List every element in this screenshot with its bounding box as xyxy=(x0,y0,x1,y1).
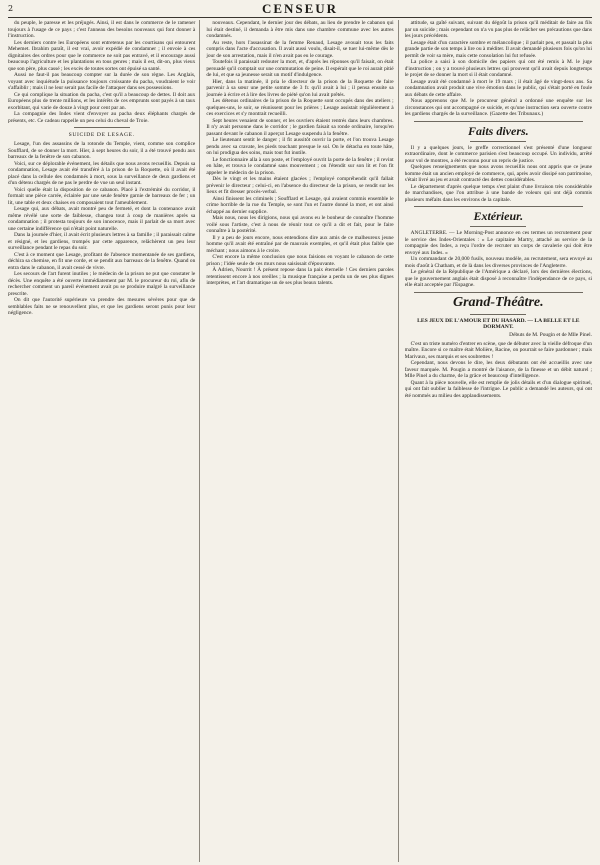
paragraph: Ainsi finissent les criminels ; Soufflard et Lesage, qui avaient commis ensemble le crime horrible de la rue du Temple, se sont l'un et l'autre donné la mort, et ont ainsi échappé au dernier supplice. xyxy=(206,195,394,215)
paragraph: Un commandant de 20,000 fusils, nouveau modèle, au recrutement, sera envoyé au mois d'août à Chatham, et de là dans les diverses provinces de l'Angleterre. xyxy=(404,256,592,269)
masthead xyxy=(8,3,592,18)
paragraph: Les détenus ordinaires de la prison de la Roquette sont occupés dans des ateliers ; quelques-uns, le soir, se réunissent pour les prières ; Lesage assistait régulièrement à ces exercices et s'y montrait recueilli. xyxy=(206,98,394,117)
paragraph: Lesage, l'un des assassins de la rotonde du Temple, vient, comme son complice Soufflard, de se donner la mort. Hier, à sept heures du soir, il a été trouvé pendu aux barreaux de la fenêtre de son cabanon. xyxy=(8,141,196,160)
paragraph: Lesage était d'un caractère sombre et mélancolique ; il parlait peu, et passait la plus grande partie de son temps à lire ou à méditer. Il avait demandé plusieurs fois qu'on lui permît de voir sa mère, mais cette consolation lui fut refusée. xyxy=(404,39,592,59)
paragraph: Il y a quelques jours, le greffe correctionnel s'est présenté d'une longueur extraordinaire, dont le commerce parisien s'est beaucoup occupé. Un individu, arrêté pour vol de montres, a été reconnu pour un repris de justice. xyxy=(404,144,592,164)
paragraph: Voici, sur ce déplorable événement, les détails que nous avons recueillis. Depuis sa condamnation, Lesage avait été transféré à la prison de la Roquette, où il avait été placé dans la cellule des condamnés à mort, sous la surveillance de deux gardiens et d'un détenu chargés de ne pas le perdre de vue un seul instant. xyxy=(8,160,196,186)
paragraph: Le département d'après quelque temps s'est plaint d'une livraison très considérable de marchandises, que l'on attribue à une bande de voleurs qui ont déjà commis plusieurs méfaits dans les environs de la capitale. xyxy=(404,183,592,203)
paragraph: Toutefois il paraissait redouter la mort, et, d'après les réponses qu'il faisait, on était persuadé qu'il comptait sur une commutation de peine. Il espérait que le roi aurait pitié de lui, et que sa jeunesse serait un motif d'indulgence. xyxy=(206,59,394,78)
paragraph: nouveaux. Cependant, le dernier jour des débats, au lieu de prendre le cabanon qui lui était destiné, il demanda à être mis dans une chambre commune avec les autres condamnés. xyxy=(206,20,394,39)
column-3 xyxy=(405,20,592,862)
paragraph: Mais nous, nous les dirigions, nous qui avons eu le bonheur de connaître l'homme voilé sous l'artiste, c'est à nous de réunir tout ce qu'il a dit et fait, pour le faire connaître à la postérité. xyxy=(206,215,394,234)
paragraph: À Adrien, Nourrit ! À présent repose dans la paix éternelle ! Ces derniers paroles retentissent encore à nos oreilles ; la musique française a perdu un de ses plus dignes interprètes, et l'art dramatique un de ses plus beaux talents. xyxy=(206,267,394,286)
paragraph: Le fonctionnaire alla à son poste, et l'employé ouvrit la porte de la fenêtre ; il revint en hâte, et trouva le condamné sans mouvement ; on l'étendit sur son lit et l'on fit appeler le médecin de la prison. xyxy=(206,156,394,176)
paragraph: Ce qui complique la situation du pacha, c'est qu'il a beaucoup de dettes. Il doit aux Européens plus de trente millions, et les intérêts de ces emprunts sont payés à un taux exorbitant, qui varie de douze à vingt pour cent par an. xyxy=(8,91,196,111)
debut-note: Débuts de M. Pougin et de Mlle Pinel. xyxy=(509,331,592,338)
play-titles: LES JEUX DE L'AMOUR ET DU HASARD. — LA BELLE ET LE DORMANT. xyxy=(417,317,580,330)
paragraph: C'est encore la même conclusion que nous faisions en voyant le cabanon de cette prison ; l'idée seule de ces murs nous saisissait d'épouvante. xyxy=(206,254,394,267)
paragraph: Au reste, hors l'assassinat de la femme Renaud, Lesage avouait tous les faits compris dans l'acte d'accusation. Il avait aussi voulu, disait-il, se tuer lui-même dès le jour de son arrestation, mais il n'en avait pas eu le courage. xyxy=(206,39,394,59)
paragraph: La compagnie des Indes vient d'envoyer au pacha deux éléphants chargés de présents, etc. Ce cadeau rappelle un peu celui du cheval de Troie. xyxy=(8,111,196,124)
paragraph: Quant à la pièce nouvelle, elle est remplie de jolis détails et d'un dialogue spirituel, qui ont fait oublier la faiblesse de l'intrigue. Le public a demandé les auteurs, qui ont été nommés au milieu des applaudissements. xyxy=(404,379,592,399)
journal-title: CENSEUR xyxy=(261,1,339,16)
page-number: 2 xyxy=(8,4,14,13)
divider xyxy=(74,127,130,128)
paragraph: du peuple, le paresse et les préjugés. Ainsi, il est dans le commerce de le ramener toujours à l'usage de ce pays ; c'est l'anneau des besoins nouveaux qui font donner à l'instruction. xyxy=(8,20,196,39)
column-1 xyxy=(8,20,200,862)
paragraph: Lesage qui, aux débats, avait montré peu de fermeté, et dont la contenance avait même révélé une sorte de faiblesse, changea tout à coup de manières après sa condamnation ; il protesta toujours de son innocence, mais il parlait de sa mort avec une certaine indifférence qui n'était point naturelle. xyxy=(8,206,196,232)
divider xyxy=(470,226,526,227)
paragraph: Dans la journée d'hier, il avait écrit plusieurs lettres à sa famille ; il paraissait calme et résigné, et les gardiens, trompés par cette apparence, relâchèrent un peu leur surveillance pendant le repas du soir. xyxy=(8,232,196,251)
divider xyxy=(414,292,583,293)
paragraph: Les secours de l'art furent inutiles ; le médecin de la prison ne put que constater le décès. Une enquête a été ouverte immédiatement par M. le procureur du roi, afin de rechercher comment un pareil événement avait pu se produire malgré la surveillance prescrite. xyxy=(8,271,196,297)
article-heading: SUICIDE DE LESAGE. xyxy=(68,132,135,138)
columns xyxy=(8,20,592,862)
section-title-grand-theatre: Grand-Théâtre. xyxy=(453,294,544,310)
section-title-faits-divers: Faits divers. xyxy=(467,123,529,138)
paragraph: Aussi ne faut-il pas beaucoup compter sur la durée de son règne. Les Anglais, voyant avec inquiétude la puissance toujours croissante du pacha, voudraient le voir s'affaiblir ; mais il ne leur serait pas facile de l'attaquer dans ses possessions. xyxy=(8,72,196,91)
paragraph: Dès le vingt et les mains étaient glacées ; l'employé compréhendit qu'il fallait prévenir le directeur ; celui-ci, en l'absence du directeur de la prison, se rendit sur les lieux et fit dresser procès-verbal. xyxy=(206,176,394,195)
paragraph: Nous apprenons que M. le procureur général a ordonné une enquête sur les circonstances qui ont accompagné ce suicide, et qu'une instruction sera ouverte contre les gardiens chargés de la surveillance. (Gazette des Tribunaux.) xyxy=(404,98,592,117)
paragraph: ANGLETERRE. — Le Morning-Post annonce en ces termes un recrutement pour le service des Indes-Orientales : « Le capitaine Martry, attaché au service de la compagnie des Indes, a reçu l'ordre de recruter un corps de cavalerie qui doit être envoyé aux Indes. » xyxy=(404,230,592,256)
divider xyxy=(414,121,583,122)
paragraph: attitude, sa gaîté suivant, suivant du dégoût la prison qu'il méditait de faire au fils par un suicide ; mais cependant on n'a vu pas plus de relâcher ses précautions que dans les jours précédents. xyxy=(404,20,592,39)
paragraph: Hier, dans la matinée, il pria le directeur de la prison de la Roquette de faire parvenir à sa sœur une petite somme de 3 fr. qu'il avait à lui ; il pensa ensuite sa journée à écrire et à lire des livres de piété qu'on lui avait prêtés. xyxy=(206,78,394,98)
paragraph: Le lieutenant sentit le danger ; il fit aussitôt ouvrir la porte, et l'on trouva Lesage pendu avec sa cravate, les pieds touchant presque le sol. On le détacha en toute hâte, on lui prodigua des soins, mais tout fut inutile. xyxy=(206,137,394,156)
paragraph: C'est un triste numéro d'entrer en scène, que de débuter avec la vieille défroque d'un maître. Encore si ce maître était Molière, Racine, on pourrait se faire pardonner ; mais Marivaux, ses marquis et ses soubrettes ! xyxy=(404,340,592,360)
paragraph: Sept heures venaient de sonner, et les ouvriers étaient rentrés dans leurs chambres. Il n'y avait personne dans le corridor ; le gardien faisait sa ronde ordinaire, lorsqu'en passant devant le cabanon il aperçut Lesage suspendu à la fenêtre. xyxy=(206,117,394,137)
paragraph: Les derniers contre les Européens sont entretenus par les courtisans qui entourent Mehemet. Ibrahim paraît, il est vrai, avoir expédié de condamner ; il envoie à ces dignitaires des ordres pour que le commerce ne soit pas entravé, et il encourage aussi beaucoup l'agriculture et les plantations en tous genres ; mais il est, dit-on, plus vieux que son père, plus cassé ; les excès de toutes sortes ont épuisé sa santé. xyxy=(8,39,196,72)
divider xyxy=(470,141,526,142)
paragraph: C'est à ce moment que Lesage, profitant de l'absence momentanée de ses gardiens, déchira sa chemise, en fit une corde, et se pendit aux barreaux de la fenêtre. Quand on entra dans le cabanon, il avait cessé de vivre. xyxy=(8,251,196,271)
paragraph: Quelques renseignements que nous avons recueillis nous ont appris que ce jeune homme était un ancien employé de commerce, qui, après avoir dissipé son patrimoine, s'était livré au jeu et avait contracté des dettes considérables. xyxy=(404,164,592,183)
paragraph: Voici quelle était la disposition de ce cabanon. Placé à l'extrémité du corridor, il formait une pièce carrée, éclairée par une seule fenêtre garnie de barreaux de fer ; un lit, une table et deux chaises en composaient tout l'ameublement. xyxy=(8,186,196,206)
paragraph: La police a saisi à son domicile des papiers qui ont été remis à M. le juge d'instruction ; on y a trouvé plusieurs lettres qui prouvent qu'il avait depuis longtemps le projet de se donner la mort si il était condamné. xyxy=(404,59,592,78)
paragraph: Il y a peu de jours encore, nous entendions dire aux amis de ce malheureux jeune homme qu'il avait été entraîné par de mauvais exemples, et qu'il était plus faible que méchant ; nous aimons à le croire. xyxy=(206,234,394,254)
divider xyxy=(470,314,526,315)
paragraph: On dit que l'autorité supérieure va prendre des mesures sévères pour que de semblables faits ne se renouvellent plus, et que les gardiens seront punis pour leur négligence. xyxy=(8,297,196,316)
section-title-exterieur: Extérieur. xyxy=(473,209,524,223)
paragraph: Lesage avait été condamné à mort le 19 mars ; il était âgé de vingt-deux ans. Sa condamnation avait produit une vive émotion dans le public, qui s'était porté en foule aux débats de cette affaire. xyxy=(404,78,592,98)
divider xyxy=(414,206,583,207)
paragraph: Cependant, nous devons le dire, les deux débutants ont été accueillis avec une faveur marquée. M. Pougin a montré de l'aisance, de la finesse et un débit naturel ; Mlle Pinel a du charme, de la grâce et beaucoup d'intelligence. xyxy=(404,360,592,379)
paragraph: Le général de la République de l'Amérique a déclaré, lors des dernières élections, que le gouvernement anglais était disposé à reconnaître l'indépendance de ce pays, si elle était acceptée par l'Espagne. xyxy=(404,269,592,288)
column-2 xyxy=(206,20,398,862)
